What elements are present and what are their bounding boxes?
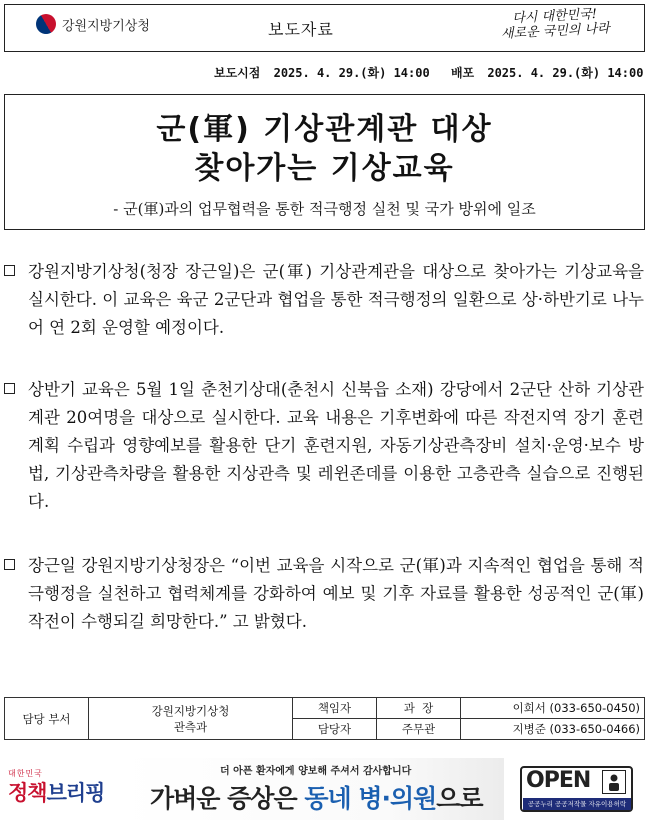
agency-logo-text: 강원지방기상청 [62, 18, 150, 34]
report-time-value: 2025. 4. 29.(화) 14:00 [273, 66, 430, 80]
dept-label-cell: 담당 부서 [5, 698, 89, 740]
person-cell: 지병준 (033-650-0466) [461, 719, 645, 740]
taegeuk-logo-icon [36, 14, 56, 34]
doc-type-label: 보도자료 [268, 20, 334, 39]
release-info [214, 64, 649, 81]
banner-main-part-2: 동네 병·의원 [304, 784, 437, 813]
banner-main-part-1: 가벼운 증상은 [150, 784, 305, 813]
role-cell: 책임자 [293, 698, 377, 719]
distribution-value: 2025. 4. 29.(화) 14:00 [487, 66, 644, 80]
brief-logo-main [8, 777, 104, 807]
paragraph-2 [4, 376, 644, 516]
paragraph-3 [4, 552, 644, 636]
role-cell: 담당자 [293, 719, 377, 740]
paragraph-1 [4, 258, 644, 342]
title-cell: 주무관 [377, 719, 461, 740]
report-time-label: 보도시점 [214, 66, 261, 80]
brief-logo-part-1: 정책 [8, 781, 47, 805]
bullet-box-icon [4, 559, 15, 570]
paragraph-text: 강원지방기상청(청장 장근일)은 군(軍) 기상관계관을 대상으로 찾아가는 기상교육을 실시한다. 이 교육은 육군 2군단과 협업을 통한 적극행정의 일환으로 상·하반기로 나누어 연 2회 운영할 예정이다. [28, 262, 644, 337]
paragraph-text: 상반기 교육은 5월 1일 춘천기상대(춘천시 신북읍 소재) 강당에서 2군단 산하 기상관계관 20여명을 대상으로 실시한다. 교육 내용은 기후변화에 따른 작전지역 장기 훈련계획 수립과 영향예보를 활용한 단기 훈련지원, 자동기상관측장비 설치·운영·보수 방법, 기상관측차량을 활용한 지상관측 및 레윈존데를 이용한 고층관측 실습으로 진행된다. [28, 380, 644, 511]
agency-logo [36, 14, 150, 34]
dept-division: 관측과 [173, 719, 208, 734]
brief-logo-small: 대한민국 [8, 769, 43, 778]
banner-main-text [150, 779, 483, 815]
dept-cell [89, 698, 293, 740]
paragraph-text: 장근일 강원지방기상청장은 “이번 교육을 시작으로 군(軍)과 지속적인 협업을 통해 적극행정을 실천하고 협력체계를 강화하여 예보 및 기후 자료를 활용한 성공적인 군(軍) 작전이 수행되길 희망한다.” 고 밝혔다. [28, 556, 644, 631]
slogan-line-1: 다시 대한민국! [511, 6, 598, 27]
banner-main-part-3: 으로 [436, 784, 483, 813]
distribution-label: 배포 [450, 66, 475, 80]
title-line-2: 찾아가는 기상교육 [194, 151, 455, 186]
dept-org: 강원지방기상청 [151, 703, 230, 718]
contact-table [4, 697, 645, 740]
title-line-1: 군(軍) 기상관계관 대상 [156, 112, 493, 147]
slogan-line-2: 새로운 국민의 나라 [500, 21, 611, 42]
contact-row [5, 698, 645, 719]
open-text: OPEN [526, 768, 591, 793]
person-icon [602, 770, 626, 794]
policy-briefing-logo[interactable] [8, 768, 104, 807]
bullet-box-icon [4, 383, 15, 394]
title-cell: 과 장 [377, 698, 461, 719]
brief-logo-part-2: 브리핑 [46, 781, 105, 805]
subtitle: - 군(軍)과의 업무협력을 통한 적극행정 실천 및 국가 방위에 일조 [113, 200, 536, 218]
person-cell: 이희서 (033-650-0450) [461, 698, 645, 719]
banner-small-text: 더 아픈 환자에게 양보해 주셔서 감사합니다 [220, 766, 412, 777]
open-subtext: 공공누리 공공저작물 자유이용허락 [523, 798, 631, 810]
bullet-box-icon [4, 265, 15, 276]
